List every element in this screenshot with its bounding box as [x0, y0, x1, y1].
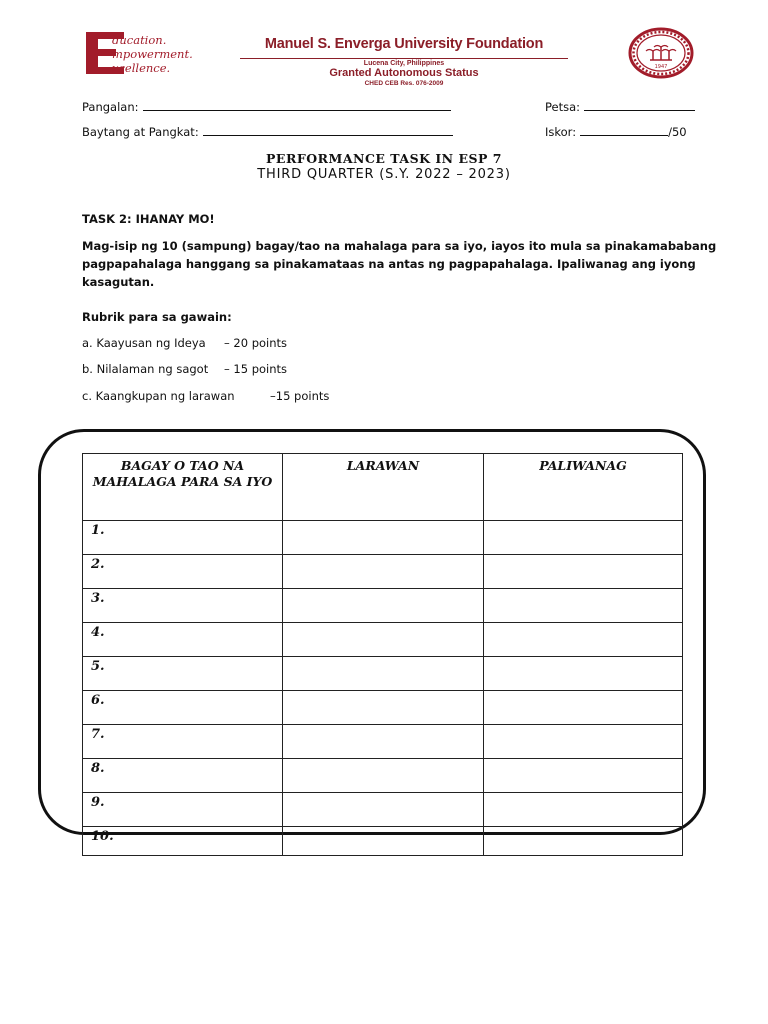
task-title: PERFORMANCE TASK IN ESP 7	[266, 151, 502, 166]
rubric-item-label: a. Kaayusan ng Ideya	[82, 336, 206, 350]
name-field[interactable]	[82, 100, 451, 114]
table-row	[83, 657, 683, 691]
grade-line[interactable]	[203, 134, 453, 136]
university-city: Lucena City, Philippines	[363, 60, 445, 67]
explanation-cell[interactable]	[484, 623, 683, 657]
date-line[interactable]	[584, 109, 695, 111]
table-row	[83, 725, 683, 759]
explanation-cell[interactable]	[484, 725, 683, 759]
picture-cell[interactable]	[283, 589, 484, 623]
university-header	[240, 36, 568, 87]
picture-cell[interactable]	[283, 555, 484, 589]
picture-cell[interactable]	[283, 657, 484, 691]
motto-line-1: ducation.	[112, 33, 167, 47]
row-number[interactable]: 6.	[83, 691, 283, 725]
picture-cell[interactable]	[283, 691, 484, 725]
score-field[interactable]	[545, 125, 687, 139]
explanation-cell[interactable]	[484, 589, 683, 623]
seal-year: 1947	[654, 64, 668, 70]
university-status: Granted Autonomous Status	[329, 67, 479, 79]
task-instruction: Mag-isip ng 10 (sampung) bagay/tao na mahalaga para sa iyo, iayos ito mula sa pinakamababang pagpapahalaga hanggang sa pinakamataas na antas ng pagpapahalaga. Ipaliwanag ang iyong kasagutan.	[82, 239, 717, 289]
date-field[interactable]	[545, 100, 695, 114]
picture-cell[interactable]	[283, 521, 484, 555]
explanation-cell[interactable]	[484, 793, 683, 827]
row-number[interactable]: 9.	[83, 793, 283, 827]
row-number[interactable]: 2.	[83, 555, 283, 589]
table-row	[83, 623, 683, 657]
university-seal	[628, 27, 694, 79]
grade-label: Baytang at Pangkat:	[82, 125, 199, 139]
rubric-item-label: c. Kaangkupan ng larawan	[82, 389, 235, 403]
picture-cell[interactable]	[283, 623, 484, 657]
table-header-row	[83, 454, 683, 521]
row-number[interactable]: 10.	[83, 827, 283, 856]
rubric-item-points: –15 points	[270, 389, 330, 403]
ranking-table	[82, 453, 683, 856]
motto-line-3: xcellence.	[112, 61, 171, 75]
ched-resolution: CHED CEB Res. 076-2009	[364, 80, 444, 87]
rubric-item	[82, 336, 288, 350]
rubric-item	[82, 362, 288, 376]
column-header-picture: LARAWAN	[283, 454, 484, 521]
table-row	[83, 827, 683, 856]
explanation-cell[interactable]	[484, 657, 683, 691]
task-subtitle: THIRD QUARTER (S.Y. 2022 – 2023)	[257, 167, 511, 182]
row-number[interactable]: 8.	[83, 759, 283, 793]
rubric-item-label: b. Nilalaman ng sagot	[82, 362, 209, 376]
explanation-cell[interactable]	[484, 521, 683, 555]
university-name: Manuel S. Enverga University Foundation	[264, 36, 544, 52]
rubric-item-points: – 20 points	[224, 336, 288, 350]
name-line[interactable]	[143, 109, 451, 111]
picture-cell[interactable]	[283, 827, 484, 856]
header-rule	[240, 58, 568, 59]
picture-cell[interactable]	[283, 793, 484, 827]
name-label: Pangalan:	[82, 100, 139, 114]
column-header-item: BAGAY O TAO NA MAHALAGA PARA SA IYO	[83, 454, 283, 521]
explanation-cell[interactable]	[484, 759, 683, 793]
table-row	[83, 793, 683, 827]
picture-cell[interactable]	[283, 725, 484, 759]
table-row	[83, 555, 683, 589]
table-row	[83, 759, 683, 793]
score-total: /50	[668, 125, 687, 139]
explanation-cell[interactable]	[484, 827, 683, 856]
explanation-cell[interactable]	[484, 691, 683, 725]
rubric-item-points: – 15 points	[224, 362, 288, 376]
table-row	[83, 589, 683, 623]
row-number[interactable]: 3.	[83, 589, 283, 623]
table-row	[83, 691, 683, 725]
row-number[interactable]: 5.	[83, 657, 283, 691]
explanation-cell[interactable]	[484, 555, 683, 589]
row-number[interactable]: 7.	[83, 725, 283, 759]
motto-line-2: mpowerment.	[112, 47, 193, 61]
score-line[interactable]	[580, 134, 668, 136]
row-number[interactable]: 1.	[83, 521, 283, 555]
date-label: Petsa:	[545, 100, 581, 114]
row-number[interactable]: 4.	[83, 623, 283, 657]
table-row	[83, 521, 683, 555]
rubric-heading: Rubrik para sa gawain:	[82, 310, 232, 324]
rubric-item	[82, 389, 330, 403]
grade-field[interactable]	[82, 125, 453, 139]
score-label: Iskor:	[545, 125, 577, 139]
column-header-explanation: PALIWANAG	[484, 454, 683, 521]
task-heading: TASK 2: IHANAY MO!	[82, 212, 215, 226]
picture-cell[interactable]	[283, 759, 484, 793]
motto-logo	[86, 32, 228, 76]
